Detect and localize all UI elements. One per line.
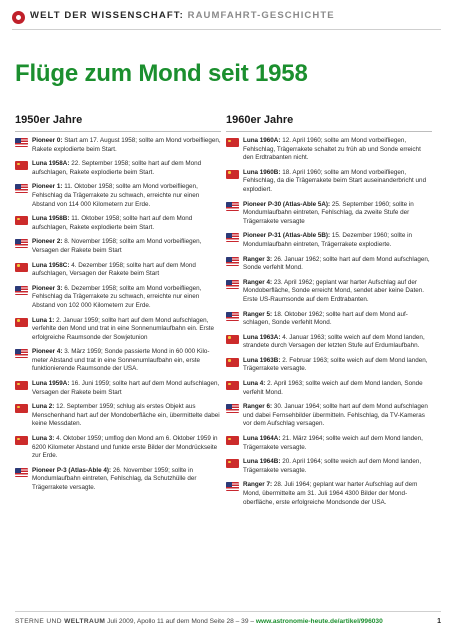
mission-details: 15. Dezember 1960; sollte in Mondumlaufbahn eintreten, Trägerrakete explodierte.	[243, 232, 413, 248]
mission-description	[32, 467, 221, 493]
mission-name: Luna 1958B :	[32, 215, 71, 222]
mission-details: 4. Dezember 1958; sollte hart auf dem Mond aufschlagen, Versagen der Rakete beim Start	[32, 261, 196, 278]
mission-description	[243, 256, 432, 273]
mission-details: 28. Juli 1964; geplant war harter Aufschlag auf dem Mond, übermittelte am 31. Juli 1964 4300 Bilder der Mondoberfläche, erste erfolgreiche Mondsonde der USA.	[243, 481, 418, 506]
mission-entry	[15, 262, 221, 279]
red-circle-icon	[12, 11, 25, 24]
mission-name: Ranger 3 :	[243, 256, 274, 263]
mission-details: 4. Oktober 1959; umflog den Mond am 6. Oktober 1959 in 6200 Kilometer Abstand und funkte erste Bilder der Mondrückseite zur Erde.	[32, 435, 218, 460]
mission-details: 16. Juni 1959; sollte hart auf dem Mond aufschlagen, Versagen der Rakete beim Start	[32, 380, 220, 396]
mission-entry	[226, 232, 432, 249]
mission-description	[243, 169, 432, 195]
mission-description	[32, 137, 221, 154]
article-link[interactable]: www.astronomie-heute.de/artikel/996030	[255, 618, 383, 625]
mission-description	[243, 435, 432, 452]
usa-flag-icon	[226, 257, 239, 266]
mission-details: 12. April 1960; sollte am Mond vorbeifliegen, Fehlschlag, Trägerrakete schaltet zu früh ab und Sonde erreicht den Erdtrabanten nicht.	[243, 137, 421, 162]
column-divider	[226, 131, 432, 132]
mission-description	[32, 238, 221, 255]
ussr-flag-icon	[15, 216, 28, 225]
entry-list	[15, 137, 221, 493]
column-divider	[15, 131, 221, 132]
mission-name: Pioneer 2 :	[32, 238, 64, 245]
mission-name: Luna 1963B :	[243, 357, 282, 364]
ussr-flag-icon	[226, 358, 239, 367]
footer	[15, 618, 441, 630]
subsection-label: RAUMFAHRT-GESCHICHTE	[187, 10, 335, 21]
mission-entry	[15, 317, 221, 343]
mission-entry	[15, 183, 221, 209]
mission-entry	[15, 160, 221, 177]
usa-flag-icon	[15, 184, 28, 193]
mission-description	[243, 311, 432, 328]
section-label: WELT DER WISSENSCHAFT:	[30, 10, 184, 21]
mission-entry	[15, 348, 221, 374]
mission-name: Luna 3 :	[32, 435, 56, 442]
mission-entry	[226, 256, 432, 273]
mission-description	[32, 435, 221, 461]
mission-entry	[15, 285, 221, 311]
mission-details: 26. November 1959; sollte in Mondumlaufbahn eintreten, Fehlschlag, da Schutzhülle der Trägerrakete versagte.	[32, 466, 197, 491]
mission-entry	[226, 137, 432, 163]
mission-entry	[15, 435, 221, 461]
mission-entry	[226, 481, 432, 507]
mission-name: Luna 1960A :	[243, 137, 282, 144]
ussr-flag-icon	[226, 381, 239, 390]
mission-name: Pioneer P-30 (Atlas-Able 5A) :	[243, 201, 332, 208]
mission-details: 11. Oktober 1958; sollte hart auf dem Mond aufschlagen, Rakete explodierte beim Start.	[32, 215, 193, 231]
column-1950s	[15, 114, 221, 499]
mission-name: Luna 1963A :	[243, 334, 282, 341]
mission-entry	[15, 467, 221, 493]
mission-details: 6. Dezember 1958; sollte am Mond vorbeifliegen, Fehlschlag da Trägerrakete zu schwach, erreichte nur einen Abstand von 102 000 Kilometern zur Erde.	[32, 284, 202, 309]
ussr-flag-icon	[15, 404, 28, 413]
mission-name: Luna 1960B :	[243, 169, 282, 176]
mission-entry	[226, 334, 432, 351]
mission-entry	[226, 458, 432, 475]
mission-name: Luna 1 :	[32, 317, 56, 324]
mission-description	[243, 137, 432, 163]
mission-entry	[226, 403, 432, 429]
mission-name: Ranger 5 :	[243, 311, 274, 318]
mission-details: 3. März 1959; Sonde passierte Mond in 60 000 Kilometer Abstand und trat in eine Sonnenumlaufbahn ein, erste funktionierende Raumsonde der USA.	[32, 348, 210, 373]
entry-list	[226, 137, 432, 507]
usa-flag-icon	[226, 404, 239, 413]
ussr-flag-icon	[15, 318, 28, 327]
magazine-name-b: WELTRAUM	[64, 618, 106, 625]
mission-name: Pioneer P-31 (Atlas-Able 5B) :	[243, 232, 332, 239]
mission-details: 2. Februar 1963; sollte weich auf dem Mond landen, Trägerrakete versagte.	[243, 356, 428, 373]
mission-name: Luna 1964A :	[243, 435, 282, 442]
mission-details: 23. April 1962; geplant war harter Aufschlag auf der Mondoberfläche, Sonde erreicht Mond, sendet aber keine Daten. Erste US-Raumsonde auf dem Erdtrabanten.	[243, 278, 424, 303]
mission-details: 18. April 1960; sollte am Mond vorbeifliegen, Fehlschlag, da die Trägerrakete beim Start auseinanderbricht und explodiert.	[243, 168, 427, 193]
mission-description	[243, 201, 432, 227]
mission-entry	[15, 238, 221, 255]
mission-details: 18. Oktober 1962; sollte hart auf dem Mond aufschlagen, Sonde verfehlt Mond.	[243, 310, 408, 327]
mission-entry	[15, 137, 221, 154]
mission-entry	[226, 311, 432, 328]
ussr-flag-icon	[226, 436, 239, 445]
mission-details: 11. Oktober 1958; sollte am Mond vorbeifliegen, Fehlschlag da Trägerrakete zu schwach, erreichte nur einen Abstand von 114 000 Kilometern zur Erde.	[32, 183, 200, 208]
usa-flag-icon	[226, 280, 239, 289]
mission-entry	[15, 215, 221, 232]
mission-entry	[226, 357, 432, 374]
magazine-name	[15, 618, 105, 625]
mission-description	[32, 215, 221, 232]
mission-name: Luna 1958A :	[32, 160, 71, 167]
usa-flag-icon	[15, 349, 28, 358]
mission-entry	[226, 201, 432, 227]
mission-description	[243, 458, 432, 475]
mission-description	[243, 403, 432, 429]
usa-flag-icon	[15, 138, 28, 147]
mission-description	[32, 380, 221, 397]
ussr-flag-icon	[226, 170, 239, 179]
mission-details: 4. Januar 1963; sollte weich auf dem Mond landen, strandete durch Versagen der letzten Stufe auf Erdumlaufbahn.	[243, 333, 425, 350]
mission-name: Ranger 7 :	[243, 481, 274, 488]
mission-details: 2. Januar 1959; sollte hart auf dem Mond aufschlagen, verfehlte den Mond und trat in eine Sonnenumlaufbahn ein. Erste erfolgreiche Raumsonde der Sowjetunion	[32, 316, 215, 341]
mission-description	[32, 348, 221, 374]
mission-name: Luna 1964B :	[243, 458, 282, 465]
mission-name: Pioneer 0 :	[32, 137, 64, 144]
mission-name: Luna 2 :	[32, 403, 56, 410]
mission-name: Pioneer 1 :	[32, 183, 64, 190]
ussr-flag-icon	[226, 459, 239, 468]
mission-name: Luna 1958C :	[32, 262, 71, 269]
mission-entry	[226, 435, 432, 452]
mission-description	[243, 380, 432, 397]
mission-entry	[226, 380, 432, 397]
usa-flag-icon	[226, 202, 239, 211]
mission-entry	[226, 169, 432, 195]
column-1960s	[226, 114, 432, 513]
issue-info: Juli 2009, Apollo 11 auf dem Mond Seite 28 – 39 –	[107, 618, 254, 625]
mission-description	[32, 160, 221, 177]
mission-details: 26. Januar 1962; sollte hart auf dem Mond aufschlagen, Sonde verfehlt Mond.	[243, 255, 430, 272]
magazine-name-a: STERNE UND	[15, 618, 62, 625]
column-heading: 1960er Jahre	[226, 114, 294, 126]
mission-description	[32, 262, 221, 279]
footer-divider	[15, 611, 441, 612]
mission-details: 25. September 1960; sollte in Mondumlaufbahn eintreten, Fehlschlag, da zweite Stufe der Trägerrakete versagte	[243, 200, 414, 225]
mission-name: Ranger 4 :	[243, 279, 274, 286]
mission-entry	[15, 403, 221, 429]
mission-entry	[226, 279, 432, 305]
header-divider	[12, 29, 441, 30]
mission-details: 20. April 1964; sollte weich auf dem Mond landen, Trägerrakete versagte.	[243, 458, 422, 474]
mission-description	[32, 403, 221, 429]
mission-description	[243, 232, 432, 249]
mission-details: 30. Januar 1964; sollte hart auf dem Mond aufschlagen und dabei Fernsehbilder übermitteln. Fehlschlag, da TV-Kameras vor dem Aufschlag versagen.	[243, 403, 428, 428]
ussr-flag-icon	[226, 138, 239, 147]
mission-description	[243, 334, 432, 351]
mission-description	[243, 357, 432, 374]
mission-name: Luna 1959A :	[32, 380, 71, 387]
mission-details: 8. November 1958; sollte am Mond vorbeifliegen, Versagen der Rakete beim Start	[32, 238, 202, 254]
mission-description	[32, 317, 221, 343]
mission-name: Pioneer 4 :	[32, 348, 64, 355]
mission-details: 12. September 1959; schlug als erstes Objekt aus Menschenhand hart auf der Mondoberfläche ein, übermittelte dabei keine Messdaten.	[32, 403, 220, 428]
usa-flag-icon	[226, 233, 239, 242]
mission-description	[243, 279, 432, 305]
mission-name: Pioneer P-3 (Atlas-Able 4) :	[32, 467, 113, 474]
ussr-flag-icon	[15, 263, 28, 272]
ussr-flag-icon	[15, 436, 28, 445]
mission-name: Pioneer 3 :	[32, 285, 64, 292]
mission-details: 21. März 1964; sollte weich auf dem Mond landen, Trägerrakete versagte.	[243, 435, 423, 451]
usa-flag-icon	[226, 312, 239, 321]
section-header	[30, 10, 335, 21]
mission-name: Ranger 6 :	[243, 403, 274, 410]
mission-details: 22. September 1958; sollte hart auf dem Mond aufschlagen, Rakete explodierte beim Start.	[32, 160, 202, 176]
mission-description	[243, 481, 432, 507]
usa-flag-icon	[15, 286, 28, 295]
mission-description	[32, 183, 221, 209]
mission-description	[32, 285, 221, 311]
usa-flag-icon	[15, 468, 28, 477]
page-number: 1	[437, 618, 441, 625]
mission-details: Start am 17. August 1958; sollte am Mond vorbeifliegen, Rakete explodierte beim Start.	[32, 137, 221, 153]
page-title: Flüge zum Mond seit 1958	[15, 60, 308, 87]
ussr-flag-icon	[15, 381, 28, 390]
header-bar	[0, 0, 453, 36]
usa-flag-icon	[15, 239, 28, 248]
mission-details: 2. April 1963; sollte weich auf dem Mond landen, Sonde verfehlt Mond.	[243, 380, 423, 396]
column-heading: 1950er Jahre	[15, 114, 83, 126]
ussr-flag-icon	[226, 335, 239, 344]
mission-entry	[15, 380, 221, 397]
mission-name: Luna 4 :	[243, 380, 267, 387]
ussr-flag-icon	[15, 161, 28, 170]
usa-flag-icon	[226, 482, 239, 491]
